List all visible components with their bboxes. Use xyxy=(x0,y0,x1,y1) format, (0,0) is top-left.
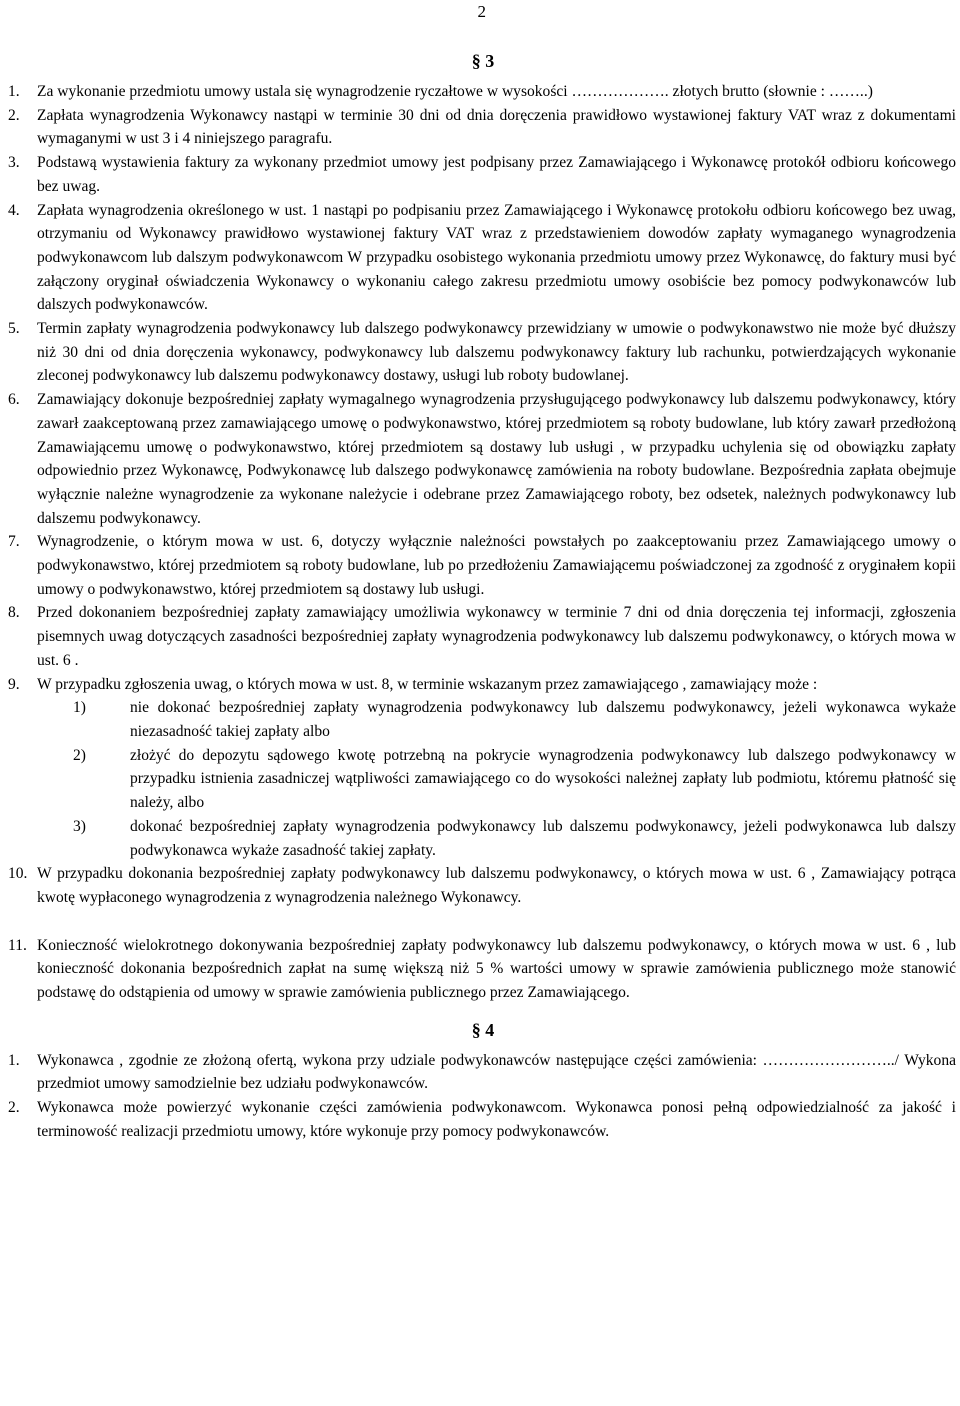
item-number: 7. xyxy=(8,533,20,551)
item-text: Podstawą wystawienia faktury za wykonany przedmiot umowy jest podpisany przez Zamawiającego i Wykonawcę protokół odbioru końcowego bez uwag. xyxy=(37,154,956,195)
item-text: W przypadku zgłoszenia uwag, o których mowa w ust. 8, w terminie wskazanym przez zamawiającego , zamawiający może : xyxy=(37,675,818,693)
item-text: W przypadku dokonania bezpośredniej zapłaty podwykonawcy lub dalszemu podwykonawcy, o których mowa w ust. 6 , Zamawiający potrąca kwotę wypłaconego wynagrodzenia z wynagrodzenia należnego Wykonawcy. xyxy=(37,865,956,906)
item-number: 9. xyxy=(8,675,20,693)
section-4-title: § 4 xyxy=(471,1019,495,1040)
section-3-title: § 3 xyxy=(471,51,495,71)
sub-item-number: 3) xyxy=(73,817,86,835)
item-text: Wykonawca może powierzyć wykonanie części zamówienia podwykonawcom. Wykonawca ponosi pełną odpowiedzialność za jakość i terminowość realizacji przedmiotu umowy, które wykonuje przy pomocy podwykonawców. xyxy=(37,1099,956,1140)
sub-list-item xyxy=(73,696,956,743)
item-text: Termin zapłaty wynagrodzenia podwykonawcy lub dalszego podwykonawcy przewidziany w umowie o podwykonawstwo nie może być dłuższy niż 30 dni od dnia doręczenia wykonawcy, podwykonawcy lub dalszemu podwykonawcy faktury lub rachunku, potwierdzających wykonanie zleconej podwykonawcy lub dalszemu podwykonawcy dostawy, usługi lub roboty budowlanej. xyxy=(37,320,956,385)
item-number: 1. xyxy=(8,83,20,100)
list-item xyxy=(8,1049,956,1096)
list-item xyxy=(8,673,956,697)
item-text: Zapłata wynagrodzenia Wykonawcy nastąpi w terminie 30 dni od dnia doręczenia prawidłowo wystawionej faktury VAT wraz z dokumentami wymaganymi w ust 3 i 4 niniejszego paragrafu. xyxy=(37,106,956,148)
section-3-list-continued xyxy=(8,862,956,1005)
item-number: 2. xyxy=(8,106,20,124)
page-number: 2 xyxy=(477,2,486,21)
list-item xyxy=(8,317,956,388)
item-text: Zamawiający dokonuje bezpośredniej zapłaty wymagalnego wynagrodzenia przysługującego podwykonawcy lub dalszemu podwykonawcy, który zawarł zaakceptowaną przez zamawiającego umowę o podwykonawstwo, której przedmiotem są roboty budowlane, lub który zawarł przedłożoną Zamawiającemu umowę o podwykonawstwo, której przedmiotem są dostawy lub usługi , w przypadku uchylenia się od obowiązku zapłaty odpowiednio przez Wykonawcę, Podwykonawcę lub dalszego podwykonawcę zamówienia na roboty budowlane. Bezpośrednia zapłata obejmuje wyłącznie należne wynagrodzenie za wykonane należycie i odebrane przez Zamawiającego roboty, bez odsetek, należnych podwykonawcy lub dalszemu podwykonawcy. xyxy=(37,391,956,527)
item-number: 11. xyxy=(8,936,27,954)
item-number: 3. xyxy=(8,154,20,172)
sub-list-item xyxy=(73,815,956,862)
sub-list-item xyxy=(73,744,956,815)
item-number: 1. xyxy=(8,1051,20,1069)
list-item xyxy=(8,199,956,318)
list-item xyxy=(8,862,956,909)
item-number: 2. xyxy=(8,1099,20,1117)
sub-item-text: nie dokonać bezpośredniej zapłaty wynagrodzenia podwykonawcy lub dalszemu podwykonawcy, jeżeli wykonawca wykaże niezasadność takiej zapłaty albo xyxy=(130,699,956,740)
item-text: Za wykonanie przedmiotu umowy ustala się wynagrodzenie ryczałtowe w wysokości ………………. złotych brutto (słownie : ……..) xyxy=(37,83,873,100)
list-item xyxy=(8,1096,956,1143)
sub-item-number: 1) xyxy=(73,699,86,717)
sub-item-text: złożyć do depozytu sądowego kwotę potrzebną na pokrycie wynagrodzenia podwykonawcy lub dalszego podwykonawcy w przypadku istnienia zasadniczej wątpliwości zamawiającego co do wysokości należnej zapłaty lub podmiotu, któremu płatność się należy, albo xyxy=(130,746,956,812)
list-item xyxy=(8,388,956,530)
list-item xyxy=(8,151,956,198)
document-body xyxy=(8,50,956,1144)
section-4-list xyxy=(8,1049,956,1144)
item-number: 5. xyxy=(8,320,20,338)
list-item xyxy=(8,934,956,1005)
list-item xyxy=(8,80,956,104)
item-text: Zapłata wynagrodzenia określonego w ust. 1 nastąpi po podpisaniu przez Zamawiającego i Wykonawcę protokołu odbioru końcowego bez uwag, otrzymaniu od Wykonawcy prawidłowo wystawionej faktury VAT wraz z przedstawieniem dowodów zapłaty wymaganego wynagrodzenia podwykonawcom lub dalszym podwykonawcom W przypadku osobistego wykonania przedmiotu umowy przez Wykonawcę, do faktury musi być załączony oryginał oświadczenia Wykonawcy o wykonaniu całego zakresu przedmiotu umowy osobiście bez pomocy podwykonawców lub dalszych podwykonawców. xyxy=(37,201,956,314)
list-item xyxy=(8,104,956,151)
item-text: Wynagrodzenie, o którym mowa w ust. 6, dotyczy wyłącznie należności powstałych po zaakceptowaniu przez Zamawiającego umowy o podwykonawstwo, której przedmiotem są roboty budowlane, lub po przedłożeniu Zamawiającemu poświadczonej za zgodność z oryginałem kopii umowy o podwykonawstwo, której przedmiotem są dostawy lub usługi. xyxy=(37,533,956,598)
item-9-sub-list xyxy=(8,696,956,862)
sub-item-number: 2) xyxy=(73,746,86,764)
item-text: Wykonawca , zgodnie ze złożoną ofertą, wykona przy udziale podwykonawców następujące części zamówienia: ……………………../ Wykona przedmiot umowy samodzielnie bez udziału podwykonawców. xyxy=(37,1051,956,1093)
sub-item-text: dokonać bezpośredniej zapłaty wynagrodzenia podwykonawcy lub dalszemu podwykonawcy, jeżeli podwykonawca lub dalszy podwykonawca wykaże zasadność takiej zapłaty. xyxy=(130,817,956,859)
item-number: 6. xyxy=(8,391,20,409)
item-number: 4. xyxy=(8,201,20,219)
item-text: Konieczność wielokrotnego dokonywania bezpośredniej zapłaty podwykonawcy lub dalszemu podwykonawcy, o których mowa w ust. 6 , lub konieczność dokonania bezpośrednich zapłat na sumę większą niż 5 % wartości umowy w sprawie zamówienia publicznego może stanowić podstawę do odstąpienia od umowy w sprawie zamówienia publicznego przez Zamawiającego. xyxy=(37,936,956,1002)
list-item xyxy=(8,601,956,672)
item-number: 8. xyxy=(8,604,20,622)
item-text: Przed dokonaniem bezpośredniej zapłaty zamawiający umożliwia wykonawcy w terminie 7 dni od dnia doręczenia tej informacji, zgłoszenia pisemnych uwag dotyczących zasadności bezpośredniej zapłaty wynagrodzenia podwykonawcy lub dalszemu podwykonawcy, o których mowa w ust. 6 . xyxy=(37,604,956,669)
section-3-list xyxy=(8,80,956,696)
item-number: 10. xyxy=(8,865,28,883)
list-item xyxy=(8,530,956,601)
